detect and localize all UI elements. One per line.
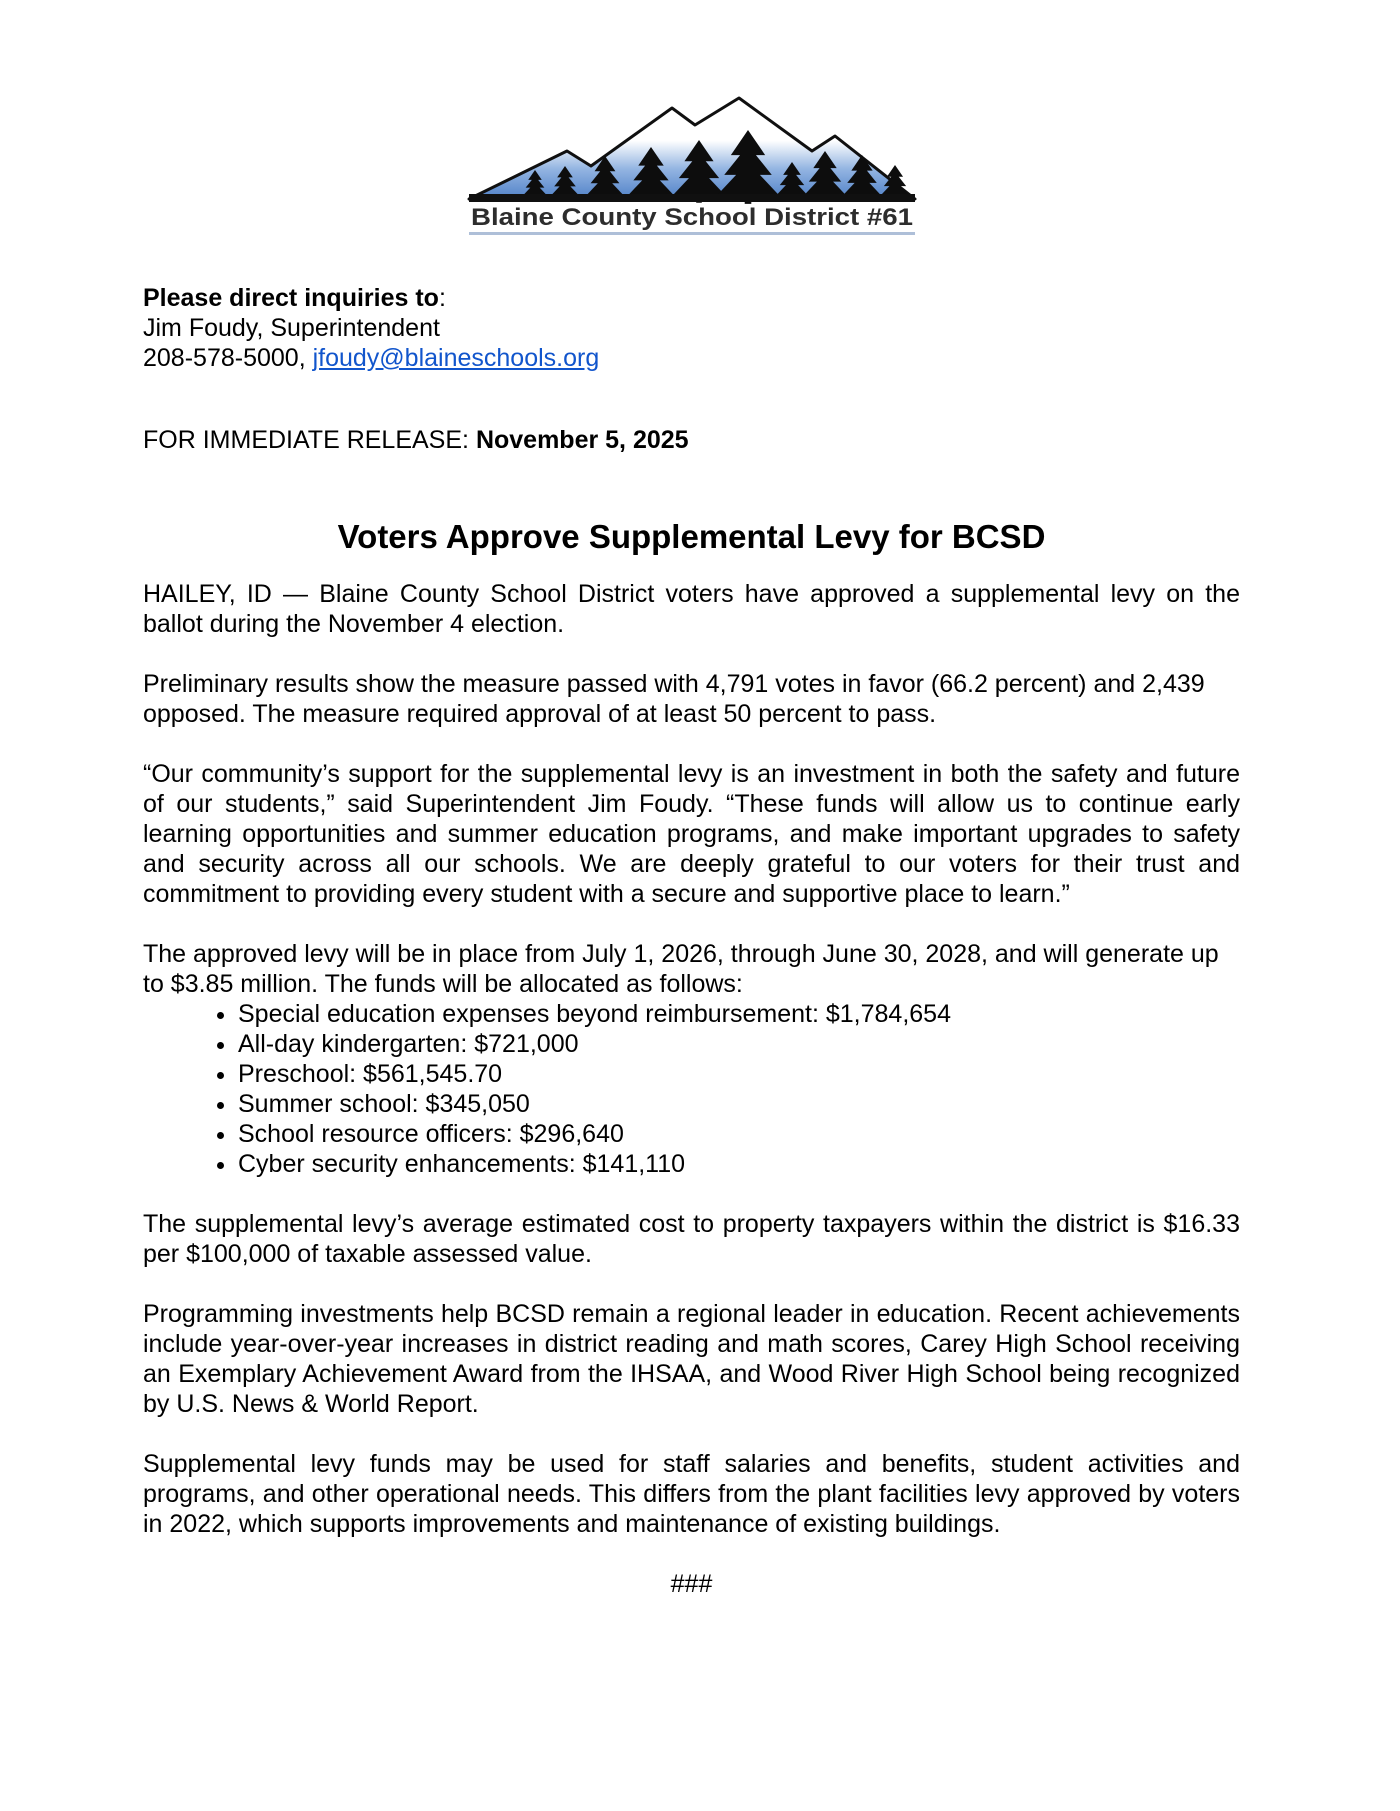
allocation-item: • Special education expenses beyond reimbursement: $1,784,654 (238, 999, 1240, 1029)
logo-baseline-bar (469, 194, 915, 202)
results-paragraph: Preliminary results show the measure passed with 4,791 votes in favor (66.2 percent) and 2,439 opposed. The measure required approval of at least 50 percent to pass. (143, 670, 1205, 728)
contact-phone-line (143, 343, 1240, 373)
allocation-item: • Cyber security enhancements: $141,110 (238, 1149, 1240, 1179)
allocation-item: • Preschool: $561,545.70 (238, 1059, 1240, 1089)
district-logo (467, 95, 917, 237)
allocation-intro-paragraph: The approved levy will be in place from July 1, 2026, through June 30, 2028, and will generate up to $3.85 million. The funds will be allocated as follows: (143, 940, 1219, 998)
contact-section (143, 283, 1240, 373)
release-line (143, 425, 1240, 455)
end-mark: ### (670, 1570, 713, 1598)
inquiries-line (143, 283, 1240, 313)
logo-underline (469, 232, 915, 235)
release-label: FOR IMMEDIATE RELEASE: (143, 426, 476, 454)
usage-paragraph: Supplemental levy funds may be used for staff salaries and benefits, student activities and programs, and other operational needs. This differs from the plant facilities levy approved by voters in 2022, which supports improvements and maintenance of existing buildings. (143, 1450, 1240, 1538)
quote-paragraph: “Our community’s support for the supplemental levy is an investment in both the safety and future of our students,” said Superintendent Jim Foudy. “These funds will allow us to continue early learning opportunities and summer education programs, and make important upgrades to safety and security across all our schools. We are deeply grateful to our voters for their trust and commitment to providing every student with a secure and supportive place to learn.” (143, 760, 1240, 908)
lede-paragraph: HAILEY, ID — Blaine County School District voters have approved a supplemental levy on the ballot during the November 4 election. (143, 580, 1240, 638)
release-date: November 5, 2025 (475, 426, 689, 454)
tax-cost-paragraph: The supplemental levy’s average estimated cost to property taxpayers within the district is $16.33 per $100,000 of taxable assessed value. (143, 1210, 1240, 1268)
contact-name-line: Jim Foudy, Superintendent (143, 314, 440, 342)
allocation-item: • School resource officers: $296,640 (238, 1119, 1240, 1149)
allocation-item: • All-day kindergarten: $721,000 (238, 1029, 1240, 1059)
inquiries-label: Please direct inquiries to (143, 284, 439, 312)
email-link[interactable]: jfoudy@blaineschools.org (312, 344, 600, 372)
logo-text: Blaine County School District #61 (470, 204, 913, 231)
inquiries-colon: : (438, 284, 446, 312)
allocation-item: • Summer school: $345,050 (238, 1089, 1240, 1119)
mountains-trees-icon (467, 95, 917, 237)
phone-number: 208-578-5000, (143, 344, 313, 372)
programming-paragraph: Programming investments help BCSD remain a regional leader in education. Recent achievements include year-over-year increases in district reading and math scores, Carey High School receiving an Exemplary Achievement Award from the IHSAA, and Wood River High School being recognized by U.S. News & World Report. (143, 1300, 1240, 1418)
headline: Voters Approve Supplemental Levy for BCSD (337, 518, 1046, 555)
allocation-list (143, 999, 1240, 1179)
